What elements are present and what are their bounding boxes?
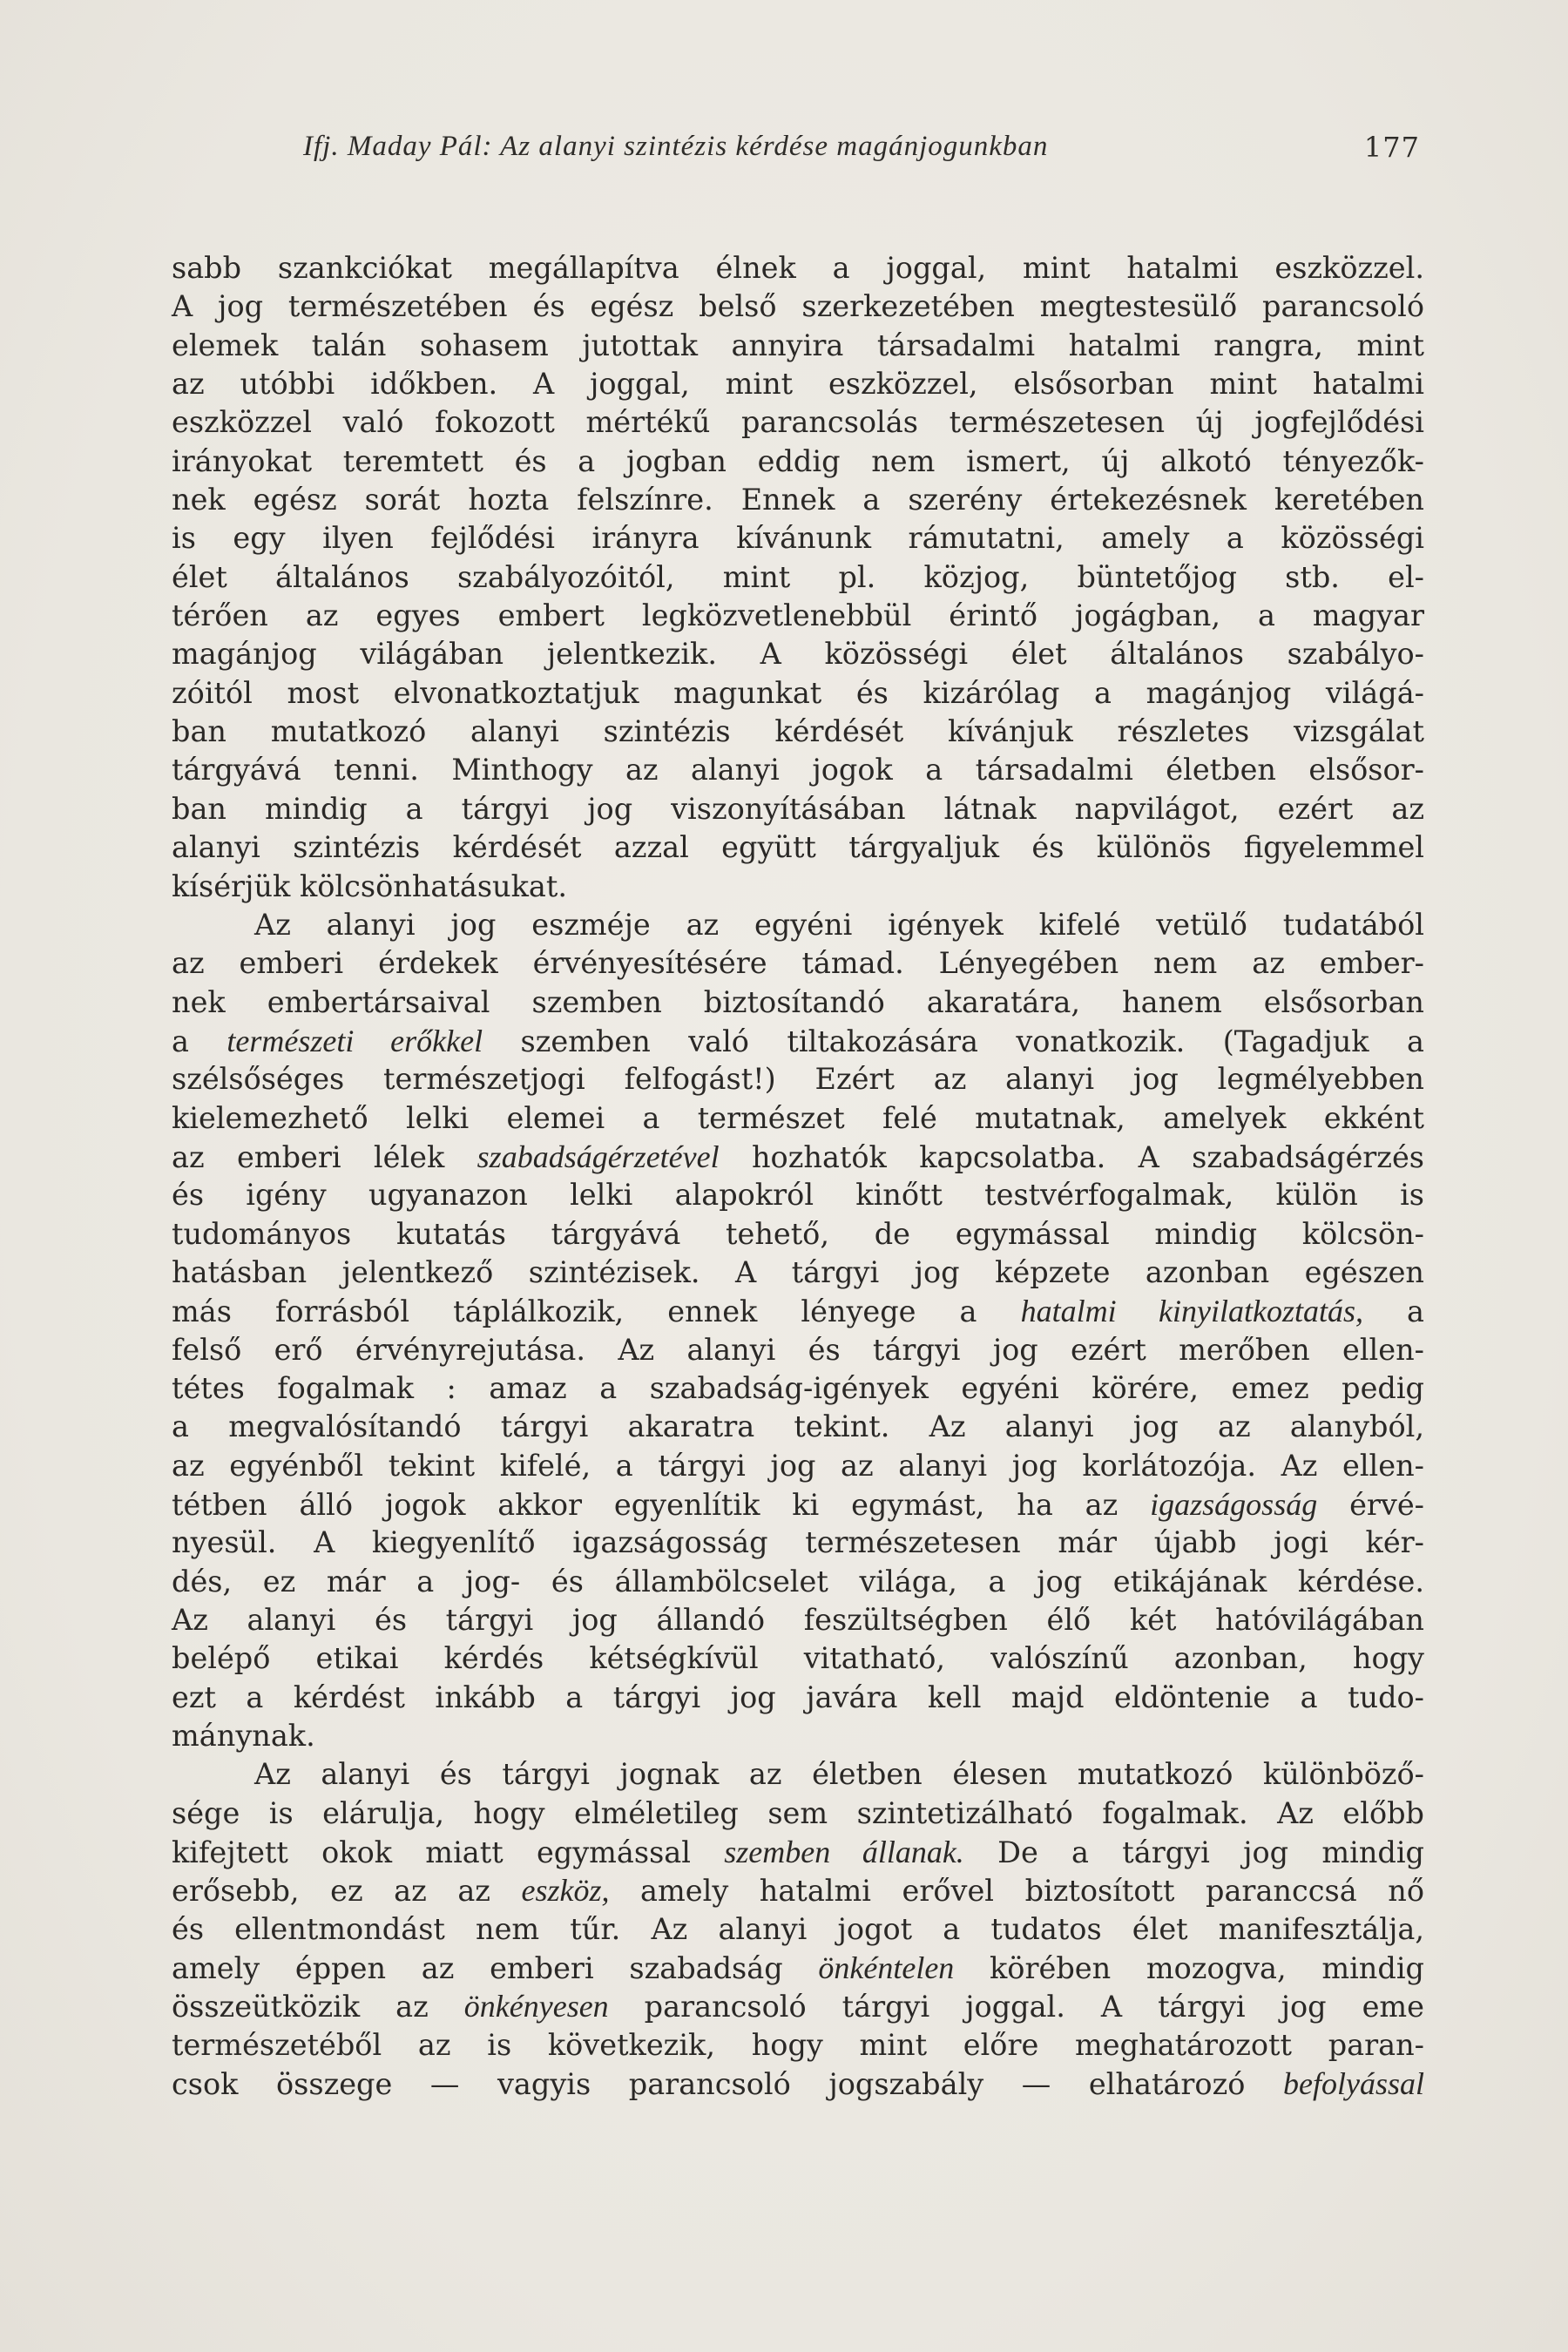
text-line bbox=[172, 1022, 1424, 1060]
text-line bbox=[172, 1331, 1424, 1369]
text-segment: kísérjük kölcsönhatásukat. bbox=[172, 868, 567, 903]
text-line bbox=[172, 1369, 1424, 1408]
text-line bbox=[172, 2026, 1424, 2065]
text-segment: hatásban jelentkező szintézisek. A tárgyi jog képzete azonban egészen bbox=[172, 1254, 1424, 1289]
text-segment: hozhatók kapcsolatba. A szabadságérzés bbox=[719, 1139, 1424, 1174]
text-line bbox=[172, 983, 1424, 1022]
text-segment: Az alanyi és tárgyi jog állandó feszültségben élő két hatóvilágában bbox=[172, 1603, 1424, 1638]
text-segment: érvé- bbox=[1317, 1488, 1424, 1522]
text-segment: ban mutatkozó alanyi szintézis kérdését kívánjuk részletes vizsgálat bbox=[172, 714, 1424, 749]
text-line bbox=[172, 519, 1424, 558]
text-line bbox=[172, 481, 1424, 519]
text-line bbox=[172, 249, 1424, 287]
body-text bbox=[172, 249, 1424, 2104]
text-segment: a bbox=[1362, 1294, 1424, 1329]
text-segment: összeütközik az bbox=[172, 1990, 464, 2024]
text-segment: szélsőséges természetjogi felfogást!) Ezért az alanyi jog legmélyebben bbox=[172, 1062, 1424, 1097]
text-segment: az emberi lélek bbox=[172, 1139, 477, 1174]
text-line bbox=[172, 1176, 1424, 1214]
text-segment: erősebb, ez az az bbox=[172, 1874, 522, 1909]
text-line bbox=[172, 1755, 1424, 1794]
text-segment: mánynak. bbox=[172, 1719, 315, 1754]
text-segment: dés, ez már a jog- és állambölcselet világa, a jog etikájának kérdése. bbox=[172, 1564, 1424, 1598]
text-line bbox=[172, 403, 1424, 442]
text-line bbox=[172, 635, 1424, 673]
text-segment: zóitól most elvonatkoztatjuk magunkat és kizárólag a magánjog világá- bbox=[172, 675, 1424, 710]
text-line bbox=[172, 1871, 1424, 1909]
text-line bbox=[172, 1447, 1424, 1485]
text-segment: nyesül. A kiegyenlítő igazságosság természetesen már újabb jogi kér- bbox=[172, 1525, 1424, 1560]
emphasized-text: eszköz, bbox=[521, 1873, 610, 1909]
text-segment: elemek talán sohasem jutottak annyira társadalmi hatalmi rangra, mint bbox=[172, 328, 1424, 362]
text-segment: és ellentmondást nem tűr. Az alanyi jogot a tudatos élet manifesztálja, bbox=[172, 1911, 1424, 1946]
text-line bbox=[172, 1910, 1424, 1949]
text-segment: más forrásból táplálkozik, ennek lényege a bbox=[172, 1294, 1021, 1329]
running-header bbox=[303, 131, 1420, 169]
text-line bbox=[172, 1563, 1424, 1601]
text-segment: térően az egyes embert legközvetlenebbül érintő jogágban, a magyar bbox=[172, 598, 1424, 633]
text-segment: amely hatalmi erővel biztosított paranccsá nő bbox=[609, 1874, 1424, 1909]
text-segment: tétben álló jogok akkor egyenlítik ki egymást, ha az bbox=[172, 1488, 1151, 1522]
text-segment: A jog természetében és egész belső szerkezetében megtestesülő parancsoló bbox=[172, 289, 1424, 324]
emphasized-text: hatalmi kinyilatkoztatás, bbox=[1020, 1294, 1363, 1329]
text-segment: irányokat teremtett és a jogban eddig nem ismert, új alkotó tényezők- bbox=[172, 443, 1424, 478]
text-line bbox=[172, 1485, 1424, 1524]
text-segment: szemben való tiltakozására vonatkozik. (Tagadjuk a bbox=[483, 1024, 1424, 1058]
running-header-title: Ifj. Maday Pál: Az alanyi szintézis kérdése magánjogunkban bbox=[303, 131, 1049, 162]
text-line bbox=[172, 1524, 1424, 1562]
text-segment: amely éppen az emberi szabadság bbox=[172, 1951, 819, 1986]
text-line bbox=[172, 790, 1424, 828]
text-segment: magánjog világában jelentkezik. A közösségi élet általános szabályo- bbox=[172, 637, 1424, 672]
text-line bbox=[172, 443, 1424, 481]
emphasized-text: szabadságérzetével bbox=[476, 1139, 720, 1174]
text-line bbox=[172, 558, 1424, 597]
text-line bbox=[172, 327, 1424, 365]
text-line bbox=[172, 906, 1424, 944]
emphasized-text: önkényesen bbox=[463, 1989, 609, 2024]
emphasized-text: szemben állanak. bbox=[724, 1835, 964, 1870]
text-line bbox=[172, 1060, 1424, 1098]
text-segment: Az alanyi és tárgyi jognak az életben élesen mutatkozó különböző- bbox=[254, 1757, 1424, 1792]
text-segment: De a tárgyi jog mindig bbox=[963, 1835, 1424, 1870]
text-segment: ban mindig a tárgyi jog viszonyításában látnak napvilágot, ezért az bbox=[172, 791, 1424, 826]
text-segment: eszközzel való fokozott mértékű parancsolás természetesen új jogfejlődési bbox=[172, 405, 1424, 440]
text-segment: kielemezhető lelki elemei a természet felé mutatnak, amelyek ekként bbox=[172, 1100, 1424, 1135]
text-line bbox=[172, 1717, 1424, 1755]
text-segment: élet általános szabályozóitól, mint pl. közjog, büntetőjog stb. el- bbox=[172, 559, 1424, 594]
text-segment: körében mozogva, mindig bbox=[954, 1951, 1424, 1986]
text-segment: alanyi szintézis kérdését azzal együtt tárgyaljuk és különös figyelemmel bbox=[172, 830, 1424, 865]
text-line bbox=[172, 713, 1424, 751]
text-segment: az utóbbi időkben. A joggal, mint eszközzel, elsősorban mint hatalmi bbox=[172, 367, 1424, 402]
text-segment: nek egész sorát hozta felszínre. Ennek a szerény értekezésnek keretében bbox=[172, 483, 1424, 517]
text-line bbox=[172, 1292, 1424, 1330]
text-segment: tétes fogalmak : amaz a szabadság-igények egyéni körére, emez pedig bbox=[172, 1370, 1424, 1405]
text-segment: az emberi érdekek érvényesítésére támad. Lényegében nem az ember- bbox=[172, 946, 1424, 981]
text-line bbox=[172, 674, 1424, 713]
text-segment: nek embertársaival szemben biztosítandó akaratára, hanem elsősorban bbox=[172, 984, 1424, 1019]
text-line bbox=[172, 1987, 1424, 2025]
text-segment: és igény ugyanazon lelki alapokról kinőtt testvérfogalmak, külön is bbox=[172, 1178, 1424, 1213]
text-segment: tárgyává tenni. Minthogy az alanyi jogok a társadalmi életben elsősor- bbox=[172, 753, 1424, 787]
text-segment: belépő etikai kérdés kétségkívül vitatható, valószínű azonban, hogy bbox=[172, 1641, 1424, 1676]
text-segment: felső erő érvényrejutása. Az alanyi és tárgyi jog ezért merőben ellen- bbox=[172, 1332, 1424, 1367]
text-segment: a bbox=[172, 1024, 227, 1058]
text-line bbox=[172, 1601, 1424, 1639]
text-line bbox=[172, 597, 1424, 635]
text-line bbox=[172, 1833, 1424, 1871]
text-segment: Az alanyi jog eszméje az egyéni igények kifelé vetülő tudatából bbox=[254, 907, 1424, 942]
text-segment: természetéből az is következik, hogy mint előre meghatározott paran- bbox=[172, 2027, 1424, 2062]
text-line bbox=[172, 1215, 1424, 1254]
text-line bbox=[172, 2065, 1424, 2103]
text-line bbox=[172, 751, 1424, 789]
text-segment: ezt a kérdést inkább a tárgyi jog javára kell majd eldöntenie a tudo- bbox=[172, 1680, 1424, 1714]
text-segment: is egy ilyen fejlődési irányra kívánunk rámutatni, amely a közösségi bbox=[172, 521, 1424, 556]
text-line bbox=[172, 944, 1424, 983]
text-line bbox=[172, 1099, 1424, 1138]
emphasized-text: befolyással bbox=[1283, 2066, 1424, 2102]
page-number: 177 bbox=[1363, 131, 1420, 164]
text-segment: sége is elárulja, hogy elméletileg sem szintetizálható fogalmak. Az előbb bbox=[172, 1795, 1424, 1830]
text-line bbox=[172, 1679, 1424, 1717]
text-segment: az egyénből tekint kifelé, a tárgyi jog az alanyi jog korlátozója. Az ellen- bbox=[172, 1448, 1424, 1483]
text-line bbox=[172, 1254, 1424, 1292]
text-line bbox=[172, 1639, 1424, 1678]
emphasized-text: természeti erőkkel bbox=[226, 1023, 483, 1058]
text-segment: a megvalósítandó tárgyi akaratra tekint. Az alanyi jog az alanyból, bbox=[172, 1409, 1424, 1444]
text-line bbox=[172, 1949, 1424, 1987]
text-line bbox=[172, 1408, 1424, 1446]
text-line bbox=[172, 365, 1424, 403]
text-line bbox=[172, 828, 1424, 867]
text-segment: csok összege — vagyis parancsoló jogszabály — elhatározó bbox=[172, 2067, 1284, 2102]
text-segment: kifejtett okok miatt egymással bbox=[172, 1835, 725, 1870]
emphasized-text: önkéntelen bbox=[818, 1950, 955, 1986]
text-segment: sabb szankciókat megállapítva élnek a joggal, mint hatalmi eszközzel. bbox=[172, 251, 1424, 285]
text-line bbox=[172, 868, 1424, 906]
text-line bbox=[172, 287, 1424, 326]
text-line bbox=[172, 1138, 1424, 1176]
emphasized-text: igazságosság bbox=[1150, 1487, 1318, 1522]
text-segment: parancsoló tárgyi joggal. A tárgyi jog eme bbox=[608, 1990, 1424, 2024]
text-segment: tudományos kutatás tárgyává tehető, de egymással mindig kölcsön- bbox=[172, 1216, 1424, 1251]
text-line bbox=[172, 1794, 1424, 1833]
